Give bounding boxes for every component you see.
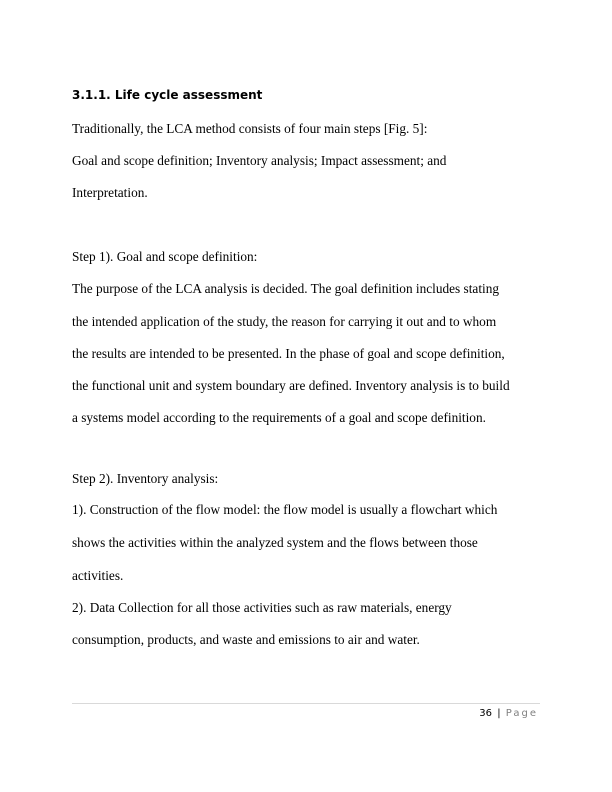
step2-line-1: 1). Construction of the flow model: the flow model is usually a flowchart which	[72, 502, 498, 517]
step2-line-4: 2). Data Collection for all those activities such as raw materials, energy	[72, 600, 452, 615]
step2-line-5: consumption, products, and waste and emissions to air and water.	[72, 632, 420, 647]
step1-line-5: a systems model according to the requirements of a goal and scope definition.	[72, 410, 486, 425]
step2-line-3: activities.	[72, 568, 124, 583]
step1-line-1: The purpose of the LCA analysis is decided. The goal definition includes stating	[72, 281, 500, 296]
intro-line-2: Goal and scope definition; Inventory analysis; Impact assessment; and	[72, 153, 447, 168]
step1-title: Step 1). Goal and scope definition:	[72, 249, 258, 264]
step1-line-2: the intended application of the study, the reason for carrying it out and to whom	[72, 314, 497, 329]
intro-line-1: Traditionally, the LCA method consists of four main steps [Fig. 5]:	[72, 121, 428, 136]
page-number: 36	[479, 708, 493, 719]
step1-line-4: the functional unit and system boundary are defined. Inventory analysis is to build	[72, 378, 510, 393]
footer-separator: |	[497, 708, 501, 719]
step2-title: Step 2). Inventory analysis:	[72, 471, 219, 486]
step2-line-2: shows the activities within the analyzed system and the flows between those	[72, 535, 478, 550]
footer-divider	[72, 703, 540, 704]
intro-line-3: Interpretation.	[72, 185, 148, 200]
section-heading: 3.1.1. Life cycle assessment	[72, 88, 263, 102]
step1-line-3: the results are intended to be presented. In the phase of goal and scope definition,	[72, 346, 505, 361]
page-footer	[479, 707, 538, 721]
page-label: Page	[505, 708, 538, 719]
